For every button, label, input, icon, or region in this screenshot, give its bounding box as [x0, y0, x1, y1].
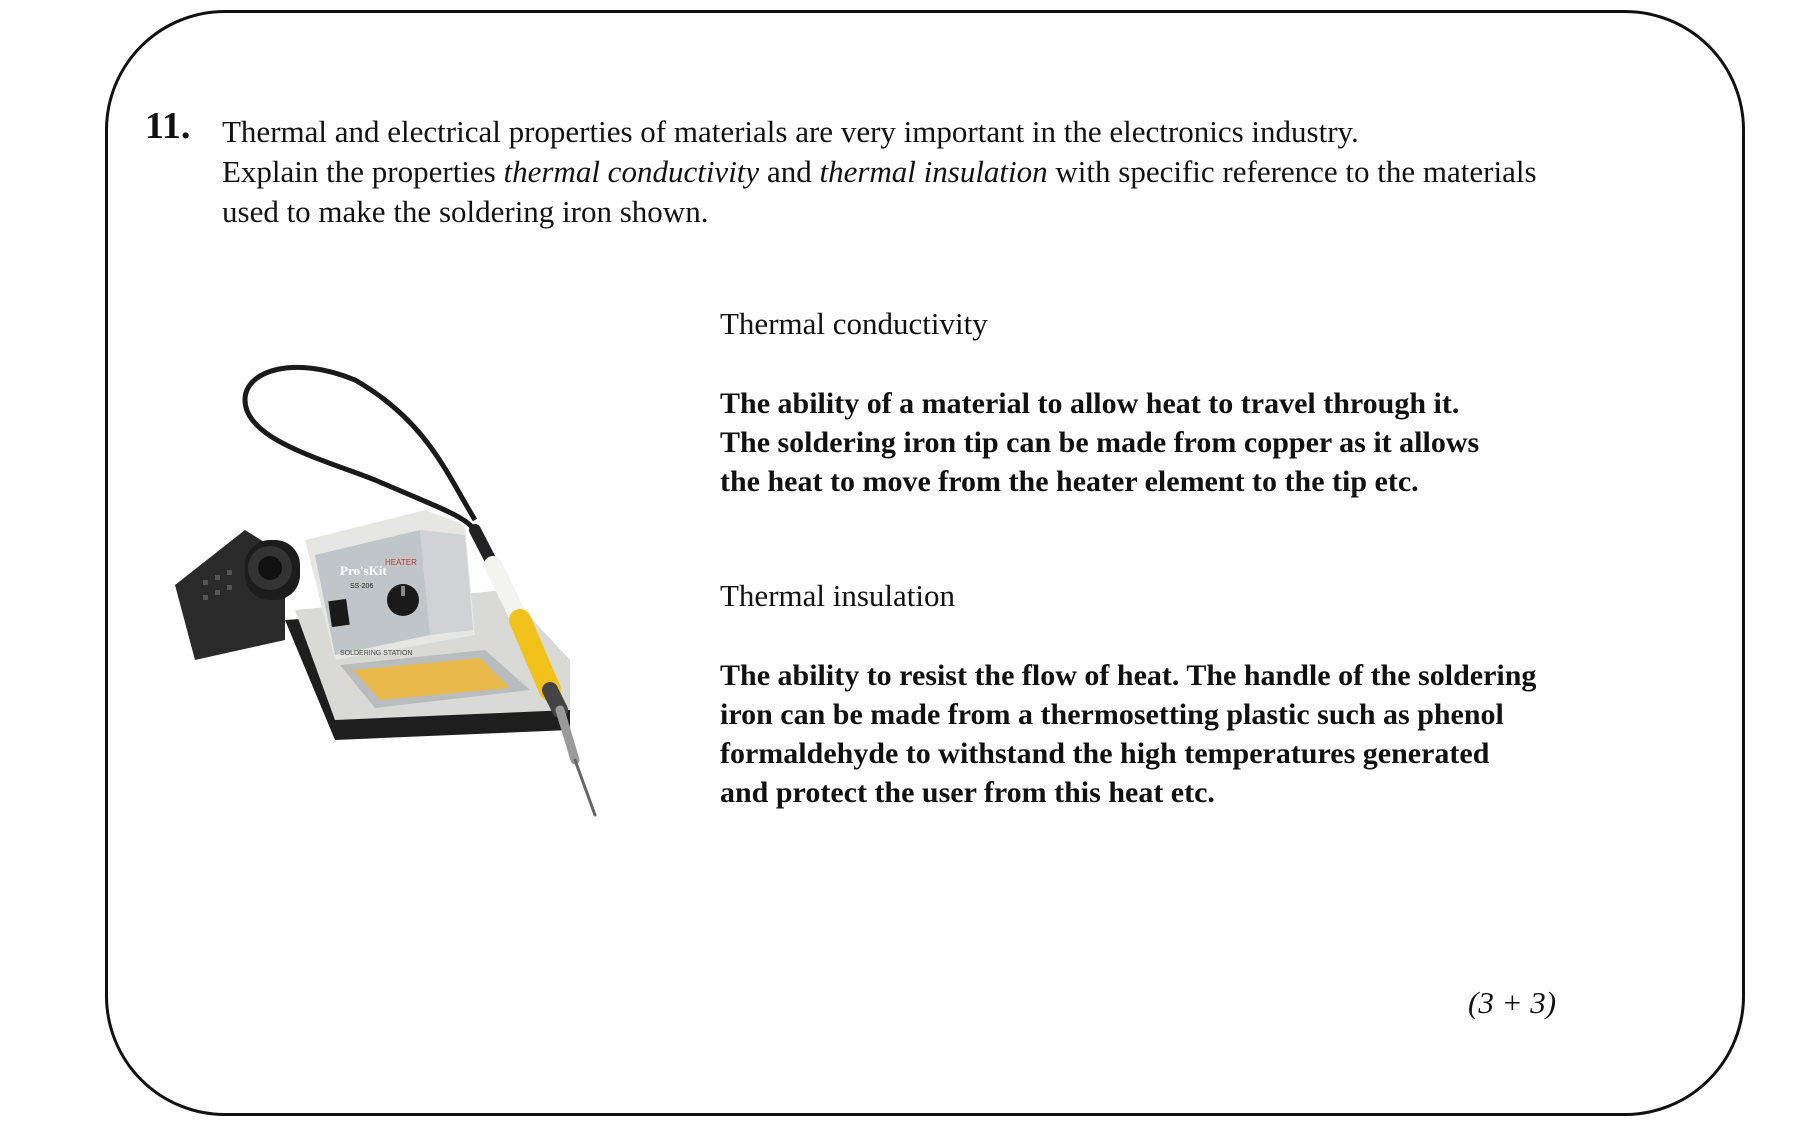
term-thermal-conductivity: thermal conductivity: [503, 154, 760, 189]
answer-line: The ability to resist the flow of heat. The handle of the soldering: [720, 659, 1537, 692]
question-number: 11.: [145, 105, 191, 147]
answer-thermal-insulation: [720, 656, 1690, 812]
answer-line: and protect the user from this heat etc.: [720, 776, 1215, 809]
front-label: SOLDERING STATION: [340, 650, 413, 657]
answer-line: The soldering iron tip can be made from copper as it allows: [720, 426, 1480, 459]
question-line-3: used to make the soldering iron shown.: [222, 194, 709, 229]
question-line-2-part-a: Explain the properties: [222, 154, 504, 189]
answer-line: formaldehyde to withstand the high temperatures generated: [720, 737, 1490, 770]
question-line-2-part-c: with specific reference to the materials: [1047, 154, 1537, 189]
marks-allocation: (3 + 3): [1468, 985, 1557, 1020]
answer-line: the heat to move from the heater element to the tip etc.: [720, 465, 1419, 498]
soldering-station-image: [175, 360, 695, 820]
question-line-1: Thermal and electrical properties of materials are very important in the electronics industry.: [222, 114, 1359, 149]
question-line-2-part-b: and: [759, 154, 820, 189]
question-line-2: [222, 152, 1692, 192]
answer-line: iron can be made from a thermosetting plastic such as phenol: [720, 698, 1504, 731]
heater-label: HEATER: [385, 558, 417, 567]
brand-label: Pro'sKit: [340, 563, 387, 578]
answer-line: The ability of a material to allow heat to travel through it.: [720, 387, 1460, 420]
question-text: [222, 112, 1692, 232]
iron-holder: [175, 530, 300, 660]
model-label: SS-206: [350, 583, 374, 590]
term-thermal-insulation: thermal insulation: [819, 154, 1048, 189]
answer-thermal-conductivity: [720, 384, 1690, 501]
heading-thermal-conductivity: Thermal conductivity: [720, 306, 988, 341]
heading-thermal-insulation: Thermal insulation: [720, 578, 956, 613]
